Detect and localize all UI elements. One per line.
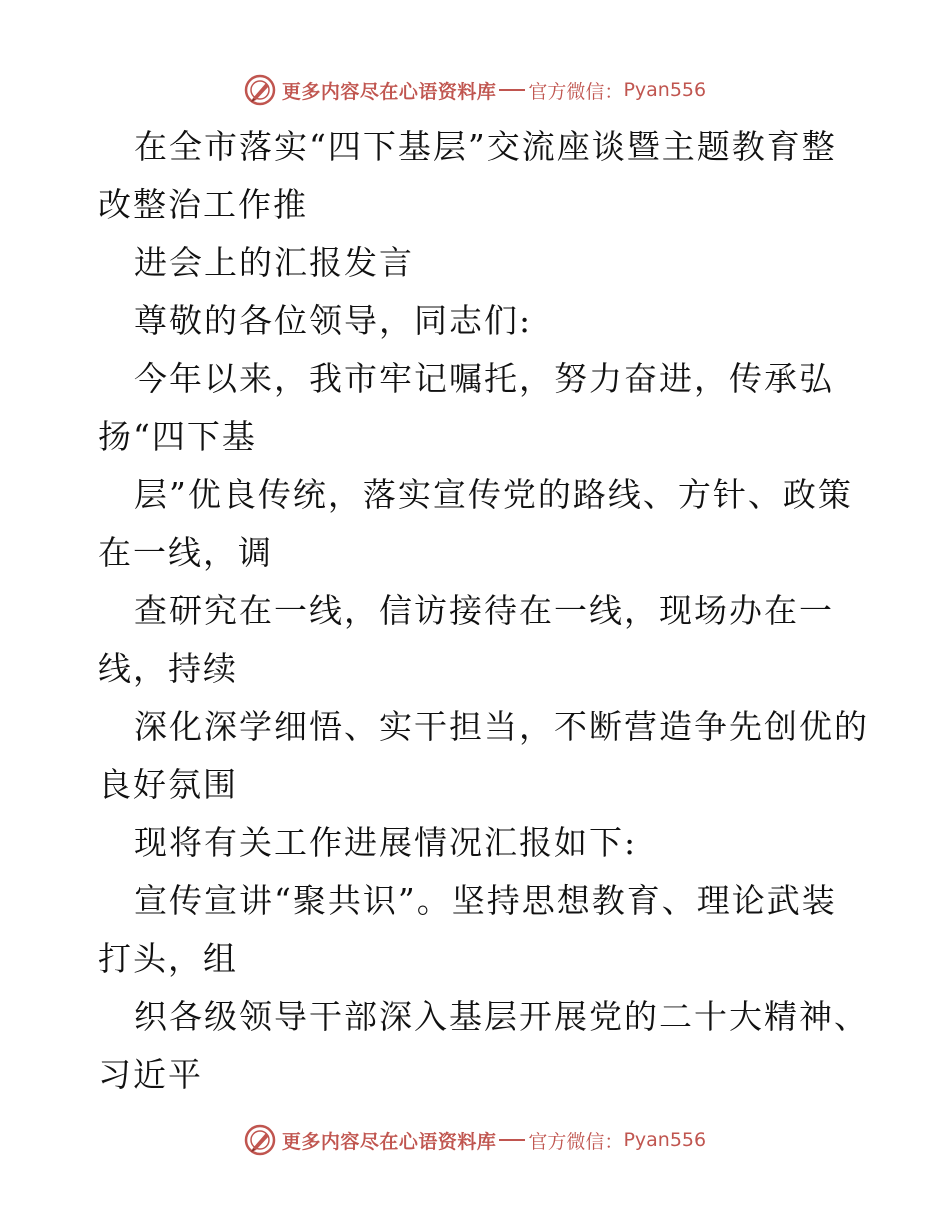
doc-line: 织各级领导干部深入基层开展党的二十大精神、 (134, 997, 869, 1036)
doc-line: 良好氛围 (98, 765, 238, 804)
banner-wechat-label: 官方微信： (528, 80, 624, 103)
doc-line: 习近平 (98, 1055, 203, 1094)
doc-line: 进会上的汇报发言 (134, 243, 414, 282)
doc-line: 现将有关工作进展情况汇报如下: (134, 823, 638, 862)
banner-wechat-id: Pyan556 (623, 79, 707, 101)
doc-line: 层”优良传统，落实宣传党的路线、方针、政策 (134, 475, 853, 514)
doc-line: 尊敬的各位领导，同志们: (134, 301, 533, 340)
doc-line: 打头，组 (98, 939, 238, 978)
header-banner (0, 70, 950, 110)
document-body (98, 118, 868, 1104)
banner-text: 更多内容尽在心语资料库 (281, 1130, 497, 1153)
doc-line: 在一线，调 (98, 533, 273, 572)
doc-line: 线，持续 (98, 649, 238, 688)
doc-line: 在全市落实“四下基层”交流座谈暨主题教育整 (134, 127, 837, 166)
banner-dash (499, 89, 525, 91)
pen-logo-icon (244, 1124, 276, 1156)
banner-wechat-label: 官方微信： (528, 1130, 624, 1153)
doc-line: 宣传宣讲“聚共识”。坚持思想教育、理论武装 (134, 881, 837, 920)
banner-wechat-id: Pyan556 (623, 1129, 707, 1151)
doc-line: 查研究在一线，信访接待在一线，现场办在一 (134, 591, 834, 630)
pen-logo-icon (244, 74, 276, 106)
banner-dash (499, 1139, 525, 1141)
doc-line: 深化深学细悟、实干担当，不断营造争先创优的 (134, 707, 869, 746)
doc-line: 今年以来，我市牢记嘱托，努力奋进，传承弘 (134, 359, 834, 398)
doc-line: 扬“四下基 (98, 417, 257, 456)
banner-text: 更多内容尽在心语资料库 (281, 80, 497, 103)
footer-banner (0, 1120, 950, 1160)
doc-line: 改整治工作推 (98, 185, 308, 224)
